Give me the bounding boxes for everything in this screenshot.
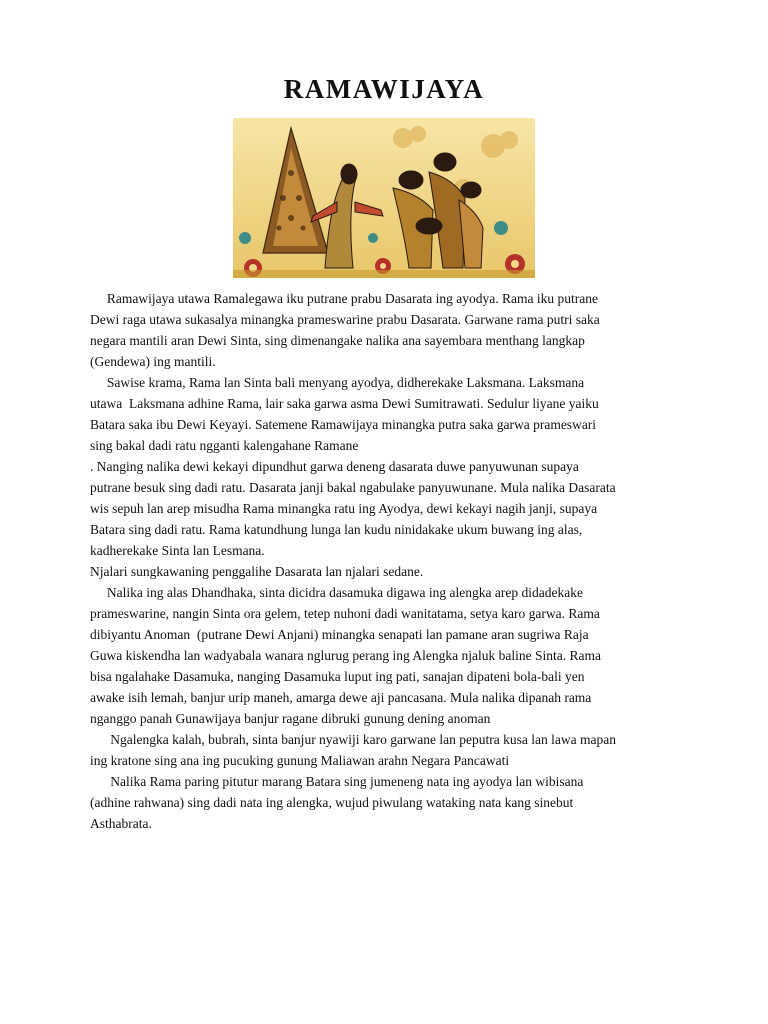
article-body: [90, 288, 690, 834]
body-line: Nalika Rama paring pitutur marang Batara sing jumeneng nata ing ayodya lan wibisana: [90, 774, 584, 789]
body-line: nganggo panah Gunawijaya banjur ragane dibruki gunung dening anoman: [90, 711, 491, 726]
body-line: sing bakal dadi ratu ngganti kalengahane Ramane: [90, 438, 359, 453]
body-line: utawa Laksmana adhine Rama, lair saka garwa asma Dewi Sumitrawati. Sedulur liyane yaiku: [90, 396, 599, 411]
body-line: (adhine rahwana) sing dadi nata ing alengka, wujud piwulang wataking nata kang sinebut: [90, 795, 574, 810]
body-line: bisa ngalahake Dasamuka, nanging Dasamuka luput ing pati, sanajan dipateni bola-bali yen: [90, 669, 585, 684]
body-line: Guwa kiskendha lan wadyabala wanara nglurug perang ing Alengka njaluk baline Sinta. Rama: [90, 648, 601, 663]
body-line: Njalari sungkawaning penggalihe Dasarata lan njalari sedane.: [90, 564, 424, 579]
body-line: Batara sing dadi ratu. Rama katundhung lunga lan kudu ninidakake ukum buwang ing alas,: [90, 522, 583, 537]
body-line: . Nanging nalika dewi kekayi dipundhut garwa deneng dasarata duwe panyuwunan supaya: [90, 459, 579, 474]
body-line: negara mantili aran Dewi Sinta, sing dimenangake nalika ana sayembara menthang langkap: [90, 333, 585, 348]
page-title: RAMAWIJAYA: [283, 74, 485, 104]
body-line: Sawise krama, Rama lan Sinta bali menyang ayodya, didherekake Laksmana. Laksmana: [90, 375, 585, 390]
body-line: putrane besuk sing dadi ratu. Dasarata janji bakal ngabulake panyuwunane. Mula nalika Dasarata: [90, 480, 616, 495]
body-line: Nalika ing alas Dhandhaka, sinta dicidra dasamuka digawa ing alengka arep didadekake: [90, 585, 583, 600]
body-line: Ramawijaya utawa Ramalegawa iku putrane prabu Dasarata ing ayodya. Rama iku putrane: [90, 291, 598, 306]
body-line: prameswarine, nangin Sinta ora gelem, tetep nuhoni dadi wanitatama, setya karo garwa. Rama: [90, 606, 600, 621]
body-line: Dewi raga utawa sukasalya minangka prameswarine prabu Dasarata. Garwane rama putri saka: [90, 312, 600, 327]
body-line: (Gendewa) ing mantili.: [90, 354, 216, 369]
body-line: dibiyantu Anoman (putrane Dewi Anjani) minangka senapati lan pamane aran sugriwa Raja: [90, 627, 589, 642]
body-line: Batara saka ibu Dewi Keyayi. Satemene Ramawijaya minangka putra saka garwa prameswari: [90, 417, 597, 432]
wayang-illustration: [233, 118, 535, 278]
body-line: ing kratone sing ana ing pucuking gunung Maliawan arahn Negara Pancawati: [90, 753, 510, 768]
body-line: kadherekake Sinta lan Lesmana.: [90, 543, 265, 558]
body-line: wis sepuh lan arep misudha Rama minangka ratu ing Ayodya, dewi kekayi nagih janji, supaya: [90, 501, 598, 516]
body-line: Asthabrata.: [90, 816, 152, 831]
body-line: Ngalengka kalah, bubrah, sinta banjur nyawiji karo garwane lan peputra kusa lan lawa mapan: [90, 732, 616, 747]
body-line: awake isih lemah, banjur urip maneh, amarga dewe aji pancasana. Mula nalika dipanah rama: [90, 690, 592, 705]
